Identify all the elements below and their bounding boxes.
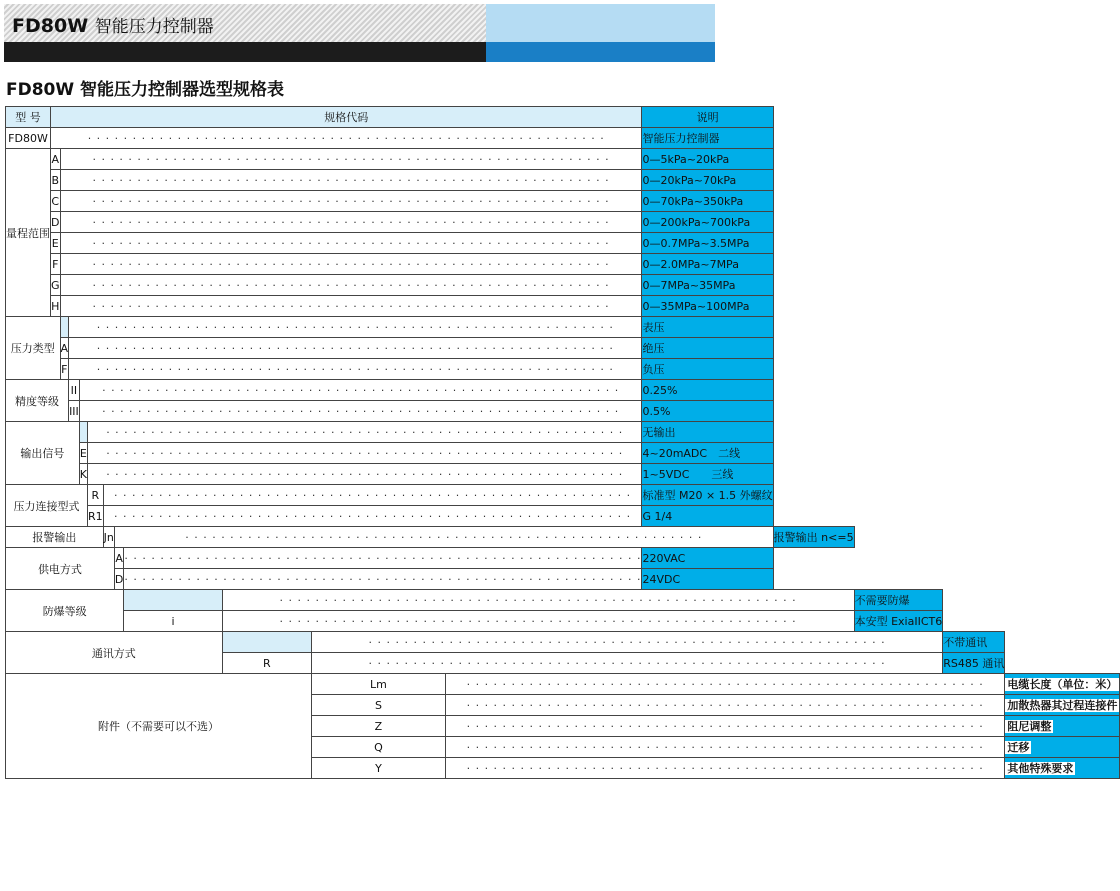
spec-code: F (51, 254, 61, 275)
spec-code: E (79, 443, 87, 464)
table-row (6, 674, 1120, 695)
dots-leader: · · · · · · · · · · · · · · · · · · · · · · · · · · · · · · · · · · · · · · · · · · · · · · · · · · · · · · · · · · (311, 632, 942, 653)
spec-description: 220VAC (642, 548, 773, 569)
dots-leader: · · · · · · · · · · · · · · · · · · · · · · · · · · · · · · · · · · · · · · · · · · · · · · · · · · · · · · · · · · (222, 611, 854, 632)
spec-code (222, 632, 311, 653)
table-row (6, 380, 1120, 401)
table-row (6, 485, 1120, 506)
table-row (6, 233, 1120, 254)
spec-description: 0—200kPa~700kPa (642, 212, 773, 233)
group-label: 量程范围 (6, 149, 51, 317)
dots-leader: · · · · · · · · · · · · · · · · · · · · · · · · · · · · · · · · · · · · · · · · · · · · · · · · · · · · · · · · · · (60, 275, 642, 296)
header-blue-bar (486, 42, 715, 62)
spec-description: 绝压 (642, 338, 773, 359)
dots-leader: · · · · · · · · · · · · · · · · · · · · · · · · · · · · · · · · · · · · · · · · · · · · · · · · · · · · · · · · · · (445, 674, 1004, 695)
table-row (6, 296, 1120, 317)
dots-leader: · · · · · · · · · · · · · · · · · · · · · · · · · · · · · · · · · · · · · · · · · · · · · · · · · · · · · · · · · · (60, 212, 642, 233)
dots-leader: · · · · · · · · · · · · · · · · · · · · · · · · · · · · · · · · · · · · · · · · · · · · · · · · · · · · · · · · · · (88, 443, 642, 464)
spec-description: 报警输出 n<=5 (773, 527, 854, 548)
group-label: 精度等级 (6, 380, 69, 422)
spec-description (1005, 674, 1120, 695)
spec-description: 智能压力控制器 (642, 128, 773, 149)
spec-code: D (114, 569, 123, 590)
table-row (6, 632, 1120, 653)
spec-code (60, 317, 69, 338)
spec-description: 不带通讯 (943, 632, 1005, 653)
spec-description (1005, 695, 1120, 716)
spec-description: G 1/4 (642, 506, 773, 527)
header-title (12, 12, 214, 37)
header-model: FD80W (12, 15, 89, 37)
dots-leader: · · · · · · · · · · · · · · · · · · · · · · · · · · · · · · · · · · · · · · · · · · · · · · · · · · · · · · · · · · (222, 590, 854, 611)
accessory-label: 阻尼调整 (1007, 720, 1052, 733)
spec-code: III (69, 401, 80, 422)
header-light-blue-band (486, 4, 715, 42)
page-header (0, 0, 715, 62)
spec-code: Y (311, 758, 445, 779)
spec-description: 0—35MPa~100MPa (642, 296, 773, 317)
spec-code: A (114, 548, 123, 569)
spec-description (1005, 737, 1120, 758)
header-desc: 说明 (642, 107, 773, 128)
dots-leader: · · · · · · · · · · · · · · · · · · · · · · · · · · · · · · · · · · · · · · · · · · · · · · · · · · · · · · · · · · (60, 233, 642, 254)
dots-leader: · · · · · · · · · · · · · · · · · · · · · · · · · · · · · · · · · · · · · · · · · · · · · · · · · · · · · · · · · · (69, 359, 642, 380)
dots-leader: · · · · · · · · · · · · · · · · · · · · · · · · · · · · · · · · · · · · · · · · · · · · · · · · · · · · · · · · · · (103, 485, 642, 506)
group-label: 压力类型 (6, 317, 61, 380)
dots-leader: · · · · · · · · · · · · · · · · · · · · · · · · · · · · · · · · · · · · · · · · · · · · · · · · · · · · · · · · · · (124, 569, 642, 590)
spec-code: i (124, 611, 222, 632)
table-row (6, 254, 1120, 275)
spec-code: A (60, 338, 69, 359)
spec-code: C (51, 191, 61, 212)
table-row (6, 401, 1120, 422)
table-row (6, 422, 1120, 443)
group-label: 防爆等级 (6, 590, 124, 632)
spec-code: S (311, 695, 445, 716)
spec-description: RS485 通讯 (943, 653, 1005, 674)
group-label: 压力连接型式 (6, 485, 88, 527)
spec-description: 0—20kPa~70kPa (642, 170, 773, 191)
dots-leader: · · · · · · · · · · · · · · · · · · · · · · · · · · · · · · · · · · · · · · · · · · · · · · · · · · · · · · · · · · (445, 716, 1004, 737)
spec-description: 0.5% (642, 401, 773, 422)
table-row (6, 170, 1120, 191)
spec-code: G (51, 275, 61, 296)
spec-code: R1 (88, 506, 104, 527)
spec-description: 负压 (642, 359, 773, 380)
dots-leader: · · · · · · · · · · · · · · · · · · · · · · · · · · · · · · · · · · · · · · · · · · · · · · · · · · · · · · · · · · (311, 653, 942, 674)
table-row (6, 506, 1120, 527)
dots-leader: · · · · · · · · · · · · · · · · · · · · · · · · · · · · · · · · · · · · · · · · · · · · · · · · · · · · · · · · · · (60, 191, 642, 212)
spec-description: 0—2.0MPa~7MPa (642, 254, 773, 275)
spec-description: 4~20mADC 二线 (642, 443, 773, 464)
spec-code: A (51, 149, 61, 170)
table-row (6, 443, 1120, 464)
spec-code: B (51, 170, 61, 191)
spec-code: Jn (103, 527, 114, 548)
spec-code (124, 590, 222, 611)
spec-description: 0.25% (642, 380, 773, 401)
spec-code: D (51, 212, 61, 233)
spec-code: K (79, 464, 87, 485)
spec-description (1005, 716, 1120, 737)
table-row (6, 275, 1120, 296)
spec-code: R (88, 485, 104, 506)
table-row (6, 317, 1120, 338)
spec-description: 表压 (642, 317, 773, 338)
dots-leader: · · · · · · · · · · · · · · · · · · · · · · · · · · · · · · · · · · · · · · · · · · · · · · · · · · · · · · · · · · (445, 737, 1004, 758)
table-row (6, 527, 1120, 548)
accessory-label: 电缆长度（单位：米） (1007, 678, 1118, 691)
spec-code: R (222, 653, 311, 674)
table-row (6, 338, 1120, 359)
dots-leader: · · · · · · · · · · · · · · · · · · · · · · · · · · · · · · · · · · · · · · · · · · · · · · · · · · · · · · · · · · (445, 695, 1004, 716)
spec-description: 1~5VDC 三线 (642, 464, 773, 485)
table-row (6, 212, 1120, 233)
spec-description: 本安型 ExiaIICT6 (854, 611, 943, 632)
dots-leader: · · · · · · · · · · · · · · · · · · · · · · · · · · · · · · · · · · · · · · · · · · · · · · · · · · · · · · · · · · (51, 128, 642, 149)
spec-code (79, 422, 87, 443)
table-row (6, 191, 1120, 212)
spec-description (1005, 758, 1120, 779)
accessory-label: 其他特殊要求 (1007, 762, 1074, 775)
spec-description: 0—7MPa~35MPa (642, 275, 773, 296)
accessory-label: 迁移 (1007, 741, 1030, 754)
table-header-row (6, 107, 1120, 128)
group-label: 附件（不需要可以不选） (6, 674, 312, 779)
page-title: FD80W 智能压力控制器选型规格表 (6, 80, 285, 100)
accessory-label: 加散热器其过程连接件 (1007, 699, 1118, 712)
table-row (6, 464, 1120, 485)
spec-code: H (51, 296, 61, 317)
group-label: 供电方式 (6, 548, 115, 590)
spec-code: II (69, 380, 80, 401)
dots-leader: · · · · · · · · · · · · · · · · · · · · · · · · · · · · · · · · · · · · · · · · · · · · · · · · · · · · · · · · · · (60, 149, 642, 170)
dots-leader: · · · · · · · · · · · · · · · · · · · · · · · · · · · · · · · · · · · · · · · · · · · · · · · · · · · · · · · · · · (69, 338, 642, 359)
spec-table (5, 106, 1120, 779)
spec-description: 0—0.7MPa~3.5MPa (642, 233, 773, 254)
table-row (6, 590, 1120, 611)
header-code: 规格代码 (51, 107, 642, 128)
dots-leader: · · · · · · · · · · · · · · · · · · · · · · · · · · · · · · · · · · · · · · · · · · · · · · · · · · · · · · · · · · (445, 758, 1004, 779)
dots-leader: · · · · · · · · · · · · · · · · · · · · · · · · · · · · · · · · · · · · · · · · · · · · · · · · · · · · · · · · · · (88, 422, 642, 443)
dots-leader: · · · · · · · · · · · · · · · · · · · · · · · · · · · · · · · · · · · · · · · · · · · · · · · · · · · · · · · · · · (69, 317, 642, 338)
dots-leader: · · · · · · · · · · · · · · · · · · · · · · · · · · · · · · · · · · · · · · · · · · · · · · · · · · · · · · · · · · (79, 401, 642, 422)
header-type: 型 号 (6, 107, 51, 128)
dots-leader: · · · · · · · · · · · · · · · · · · · · · · · · · · · · · · · · · · · · · · · · · · · · · · · · · · · · · · · · · · (60, 296, 642, 317)
table-row (6, 569, 1120, 590)
dots-leader: · · · · · · · · · · · · · · · · · · · · · · · · · · · · · · · · · · · · · · · · · · · · · · · · · · · · · · · · · · (60, 170, 642, 191)
group-label: 输出信号 (6, 422, 80, 485)
header-dark-bar (4, 42, 486, 62)
spec-description: 0—70kPa~350kPa (642, 191, 773, 212)
table-row (6, 359, 1120, 380)
spec-code: E (51, 233, 61, 254)
group-label: FD80W (6, 128, 51, 149)
dots-leader: · · · · · · · · · · · · · · · · · · · · · · · · · · · · · · · · · · · · · · · · · · · · · · · · · · · · · · · · · · (114, 527, 773, 548)
table-row (6, 611, 1120, 632)
spec-description: 0—5kPa~20kPa (642, 149, 773, 170)
table-row (6, 548, 1120, 569)
dots-leader: · · · · · · · · · · · · · · · · · · · · · · · · · · · · · · · · · · · · · · · · · · · · · · · · · · · · · · · · · · (88, 464, 642, 485)
spec-description: 无输出 (642, 422, 773, 443)
spec-code: F (60, 359, 69, 380)
table-row (6, 128, 1120, 149)
dots-leader: · · · · · · · · · · · · · · · · · · · · · · · · · · · · · · · · · · · · · · · · · · · · · · · · · · · · · · · · · · (60, 254, 642, 275)
group-label: 报警输出 (6, 527, 104, 548)
header-title-cn: 智能压力控制器 (94, 17, 214, 37)
dots-leader: · · · · · · · · · · · · · · · · · · · · · · · · · · · · · · · · · · · · · · · · · · · · · · · · · · · · · · · · · · (103, 506, 642, 527)
dots-leader: · · · · · · · · · · · · · · · · · · · · · · · · · · · · · · · · · · · · · · · · · · · · · · · · · · · · · · · · · · (79, 380, 642, 401)
spec-description: 标准型 M20 × 1.5 外螺纹 (642, 485, 773, 506)
spec-code: Q (311, 737, 445, 758)
table-row (6, 149, 1120, 170)
spec-code: Z (311, 716, 445, 737)
spec-description: 24VDC (642, 569, 773, 590)
group-label: 通讯方式 (6, 632, 223, 674)
dots-leader: · · · · · · · · · · · · · · · · · · · · · · · · · · · · · · · · · · · · · · · · · · · · · · · · · · · · · · · · · · (124, 548, 642, 569)
spec-description: 不需要防爆 (854, 590, 943, 611)
spec-code: Lm (311, 674, 445, 695)
